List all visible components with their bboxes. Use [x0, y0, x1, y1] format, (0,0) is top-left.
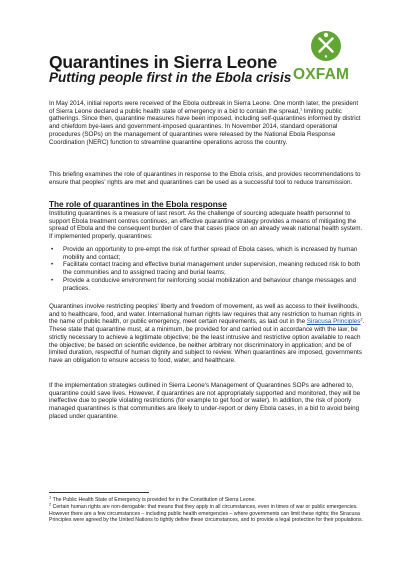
footnote-ref-1[interactable]: 1	[300, 106, 303, 112]
page-title: Quarantines in Sierra Leone	[49, 52, 278, 72]
oxfam-logo-text: OXFAM	[293, 66, 350, 83]
list-item	[49, 277, 367, 292]
rights-text-a: Quarantines involve restricting peoples' liberty and freedom of movement, as well as access to their livelihoods, and to healthcare, food, and water. International human rights law requires that any restriction to human rights in the name of public health, or public emergency, meet certain requirements, as laid out in the	[49, 303, 362, 326]
rights-paragraph	[49, 303, 365, 365]
rights-text-b: . These state that quarantine must, at a minimum, be provided for and carried out in accordance with the law; be strictly necessary to achieve a legitimate objective; be the least intrusive and restrictive option available to reach the objective; be based on scientific evidence, be neither arbitrary nor discriminatory in application; and be of limited duration, respectful of human dignity and subject to review. When quarantines are imposed, governments have an obligation to ensure access to food, water, and healthcare.	[49, 318, 365, 364]
list-item	[49, 261, 367, 276]
list-item-text: Facilitate contact tracing and effective burial management under supervision, meaning reduced risk to both the communities and to assigned tracing and burial teams;	[63, 261, 361, 277]
briefing-paragraph: This briefing examines the role of quarantines in response to the Ebola crisis, and provides recommendations to ensure that peoples' rights are met and quarantines can be used as a successful tool to reduce transmission.	[49, 171, 361, 186]
page-subtitle: Putting people first in the Ebola crisis	[49, 70, 292, 85]
list-item	[49, 246, 367, 261]
footnote-ref-2[interactable]: 2	[360, 316, 363, 322]
bullet-symbol: •	[51, 261, 54, 269]
footnote-divider	[49, 492, 149, 493]
footnote-number: 2	[49, 501, 52, 507]
intro-text-b: limiting public gatherings. Since then, quarantine measures have been imposed, including self-quarantines informed by district and chiefdom bye-laws and government-imposed quarantines. In November 2014, standard operational procedures (SOPs) on the management of quarantines were released by the National Ebola Response Coordination (NERC) function to streamline quarantine operations across the country.	[49, 107, 361, 146]
implementation-paragraph: If the implementation strategies outlined in Sierra Leone's Management of Quarantines SOPs are adhered to, quarantine could save lives. However, if quarantines are not appropriately supported and monitored, they will be ineffective due to people violating restrictions (for example to get food or water). In addition, the risk of poorly managed quarantines is that communities are likely to under-report or deny Ebola cases, in a bid to avoid being placed under quarantine.	[49, 382, 361, 420]
list-item-text: Provide an opportunity to pre-empt the risk of further spread of Ebola cases, which is increased by human mobility and contact;	[63, 246, 358, 261]
intro-paragraph	[49, 100, 365, 146]
section-heading: The role of quarantines in the Ebola response	[49, 200, 227, 209]
footnote-number: 1	[49, 494, 52, 500]
bullet-symbol: •	[51, 276, 54, 284]
footnote-1	[49, 494, 367, 504]
footnote-2	[49, 501, 367, 524]
footnote-text: Certain human rights are non-derogable: that means that they apply in all circumstances, even in times of war or public emergencies. However there are a few circumstances – including public health emergencies – where governments can limit these rights; the Siracusa Principles were agreed by the United Nations to tightly define these circumstances, and to provide a legal protection for their populations.	[49, 504, 364, 524]
footnote-text: The Public Health State of Emergency is provided for in the Constitution of Sierra Leone.	[51, 497, 256, 503]
role-paragraph: Instituting quarantines is a measure of last resort. As the challenge of sourcing adequate health personnel to support Ebola treatment centres continues, an effective quarantine strategy provides a means of mitigating the spread of Ebola and the consequent burden of care that cases place on an already weak national health system. If implemented properly, quarantines:	[49, 210, 363, 241]
bullet-symbol: •	[51, 246, 54, 253]
siracusa-principles-link[interactable]: Siracusa Principles	[306, 318, 361, 326]
list-item-text: Provide a conducive environment for reinforcing social mobilization and behaviour change messages and practices.	[63, 276, 356, 292]
intro-text-a: In May 2014, initial reports were received of the Ebola outbreak in Sierra Leone. One month later, the president of Sierra Leone declared a public health state of emergency in a bid to contain the spread,	[49, 100, 359, 115]
quarantine-benefits-list	[49, 246, 367, 292]
